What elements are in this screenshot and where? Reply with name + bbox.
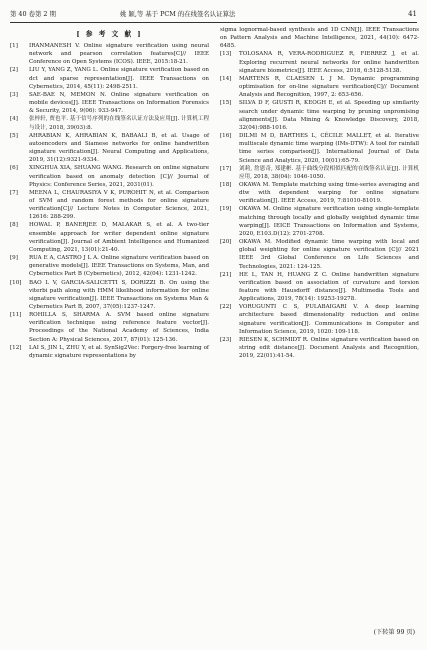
running-header xyxy=(10,6,417,23)
reference-text: OKAWA M. Modified dynamic time warping with local and global weighting for online signature verification [C]// 2021 IEEE 3rd Global Conference on Life Sciences and Technologies, 2021: 124-125. xyxy=(239,239,419,270)
reference-number: [23] xyxy=(220,336,232,343)
reference-text: OKAWA M. Template matching using time-series averaging and dtw with dependent warping for online signature verification[J]. IEEE Access, 2019, 7:81010-81019. xyxy=(239,181,419,205)
reference-number: [5] xyxy=(10,132,18,139)
reference-number: [19] xyxy=(220,206,232,213)
reference-number: [8] xyxy=(10,222,18,229)
reference-text: MARTENS R, CLAESEN L J M. Dynamic programming optimisation for on-line signature verification[C]// Document Analysis and Recognition, 1997, 2: 653-656. xyxy=(239,75,419,99)
reference-item xyxy=(220,75,419,99)
reference-item xyxy=(220,50,419,74)
reference-text: LIU Y, YANG Z, YANG L. Online signature verification based on dct and sparse representation[J]. IEEE Transactions on Cybernetics, 2014, 45(11): 2498-2511. xyxy=(29,67,209,90)
references-heading: [ 参 考 文 献 ] xyxy=(76,30,143,38)
reference-number: [22] xyxy=(220,304,232,311)
journal-volume-issue: 第 40 卷第 2 期 xyxy=(10,10,56,18)
reference-number: [1] xyxy=(10,43,18,49)
reference-item xyxy=(10,221,209,254)
reference-item xyxy=(220,303,419,336)
reference-item xyxy=(10,344,209,360)
reference-text: MEENA L, CHAURASIYA V K, PUROHIT N, et al. Comparison of SVM and random forest methods for online signature verification[C]// Lecture Notes in Computer Science, 2021, 12616: 288-299. xyxy=(29,189,209,221)
reference-number: [9] xyxy=(10,255,18,262)
reference-number: [15] xyxy=(220,100,232,107)
reference-item xyxy=(220,238,419,271)
reference-text: XINGHUA XIA, SHUANG WANG. Research on online signature verification based on anomaly detection [C]// Journal of Physics: Conference Series, 2021, 2031(01). xyxy=(29,165,209,188)
reference-number: [6] xyxy=(10,165,18,172)
reference-list-left xyxy=(10,42,209,360)
reference-number: [21] xyxy=(220,271,232,278)
reference-item xyxy=(10,254,209,278)
reference-item xyxy=(10,91,209,115)
page-number: 41 xyxy=(408,10,417,18)
reference-item xyxy=(220,132,419,165)
reference-text: BAO L V, GARCIA-SALICETTI S, DORIZZI B. On using the viterbi path along with HMM likelihood information for online signature verification[J]. IEEE Transactions on Systems Man & Cybernetics Part B, 2007, 37(05):1237-1247. xyxy=(29,279,209,310)
reference-text: SAE-BAE N, MEMON N. Online signature verification on mobile devices[J]. IEEE Transactions on Information Forensics & Security, 2014, 9(06): 933-947. xyxy=(29,91,209,115)
reference-item xyxy=(10,66,209,90)
reference-number: [10] xyxy=(10,279,22,286)
reference-item xyxy=(10,42,209,66)
reference-number: [14] xyxy=(220,75,232,82)
continued-on-page-note: (下转第 99 页) xyxy=(373,629,415,636)
reference-item xyxy=(220,99,419,132)
reference-text: RUA E A, CASTRO J L A. Online signature verification based on generative models[J]. IEEE Transactions on Systems, Man, and Cybernetics Part B (Cybernetics), 2012, 42(04): 1231-1242. xyxy=(29,255,209,278)
reference-text: ROHILLA S, SHARMA A. SVM based online signature verification technique using reference feature vector[J]. Proceedings of the National Academy of Sciences, India Section A: Physical Sciences, 2017, 87(01): 125-136. xyxy=(29,312,209,343)
reference-number: [13] xyxy=(220,51,232,58)
reference-item xyxy=(220,165,419,181)
reference-text: LAI S, JIN L, ZHU Y, et al. SynSig2Vec: Forgery-free learning of dynamic signature representations by xyxy=(29,344,209,359)
reference-text: TOLOSANA R, VERA-RODRIGUEZ R, FIERREZ J, et al. Exploring recurrent neural networks for online handwritten signature biometrics[J]. IEEE Access, 2018, 6:5128-5138. xyxy=(239,51,419,74)
reference-item xyxy=(10,115,209,131)
reference-item xyxy=(10,164,209,188)
reference-item xyxy=(220,205,419,238)
reference-continuation: sigma lognormal-based synthesis and 1D CNN[J]. IEEE Transactions on Pattern Analysis and Machine Intelligence, 2021, 44(10): 6472-6485. xyxy=(220,27,419,50)
reference-text: HOWAL P, BANERJEE D, MALAKAR S, et al. A two-tier ensemble approach for writer dependent online signature verification[J]. Journal of Ambient Intelligence and Humanized Computing, 2021, 13(01):21-40. xyxy=(29,222,209,253)
reference-number: [18] xyxy=(220,181,232,188)
reference-list-right xyxy=(220,50,419,360)
reference-text: 张梓轩, 贾也平. 基于信号序列的在线签名认证方法及应用[J]. 计算机工程与设计, 2018, 39(03):8. xyxy=(29,116,209,131)
reference-text: AHRABIAN K, AHRABIAN K, BABAALI B, et al. Usage of autoencoders and Siamese networks for online handwritten signature verification[J]. Neural Computing and Applications, 2019, 31(12):9321-9334. xyxy=(29,132,209,164)
reference-number: [17] xyxy=(220,165,232,172)
reference-text: SILVA D F, GIUSTI R, KEOGH E, et al. Speeding up similarity search under dynamic time warping by pruning unpromising alignments[J]. Data Mining & Knowledge Discovery, 2018, 32(04):988-1016. xyxy=(239,100,419,131)
reference-text: OKAWA M. Online signature verification using single-template matching through locally and globally weighted dynamic time warping[J]. IEICE Transactions on Information and Systems, 2020, E103.D(12): 2701-2708. xyxy=(239,206,419,237)
reference-text: VORUGUNTI C S, PULABAIGARI V. A deep learning architecture based dimensionality reduction and online signature verification[J]. Communications in Computer and Information Science, 2019, 1020: 109-118. xyxy=(239,304,419,335)
reference-text: DILMI M D, BARTHES L, CÉCILE MALLET, et al. Iterative multiscale dynamic time warping (IMs-DTW): A tool for rainfall time series comparison[J]. International Journal of Data Science and Analytics, 2020, 10(01):65-79. xyxy=(239,133,419,164)
reference-number: [7] xyxy=(10,189,18,196)
reference-item xyxy=(220,181,419,205)
reference-number: [20] xyxy=(220,239,232,246)
reference-number: [11] xyxy=(10,312,22,319)
reference-item xyxy=(10,311,209,344)
reference-number: [4] xyxy=(10,116,18,123)
reference-number: [16] xyxy=(220,133,232,140)
reference-item xyxy=(10,279,209,312)
reference-text: 刘莉, 詹恩奇, 郑建彬. 基于曲线分段相似匹配的在线签名认证[J]. 计算机应用, 2018, 38(04): 1046-1050. xyxy=(239,165,419,180)
reference-item xyxy=(220,336,419,360)
reference-item xyxy=(10,132,209,165)
reference-item xyxy=(10,189,209,222)
right-column xyxy=(220,26,419,360)
reference-text: RIESEN K, SCHMIDT R. Online signature verification based on string edit distance[J]. Document Analysis and Recognition, 2019, 22(01):41-54. xyxy=(239,336,419,360)
article-running-title: 姚 颖,等 基于 PCM 的在线签名认证算法 xyxy=(120,10,236,18)
reference-text: IRANMANESH V. Online signature verification using neural network and pearson correlation features[C]// IEEE Conference on Open Systems (ICOS). IEEE, 2015:18-21. xyxy=(29,43,209,66)
left-column xyxy=(10,26,209,360)
reference-number: [12] xyxy=(10,344,22,351)
reference-item xyxy=(220,271,419,304)
reference-text: HE L, TAN H, HUANG Z C. Online handwritten signature verification based on association of curvature and torsion feature with Hausdorff distance[J]. Multimedia Tools and Applications, 2019, 78(14): 19253-19278. xyxy=(239,271,419,303)
reference-number: [3] xyxy=(10,91,18,98)
reference-number: [2] xyxy=(10,67,18,74)
